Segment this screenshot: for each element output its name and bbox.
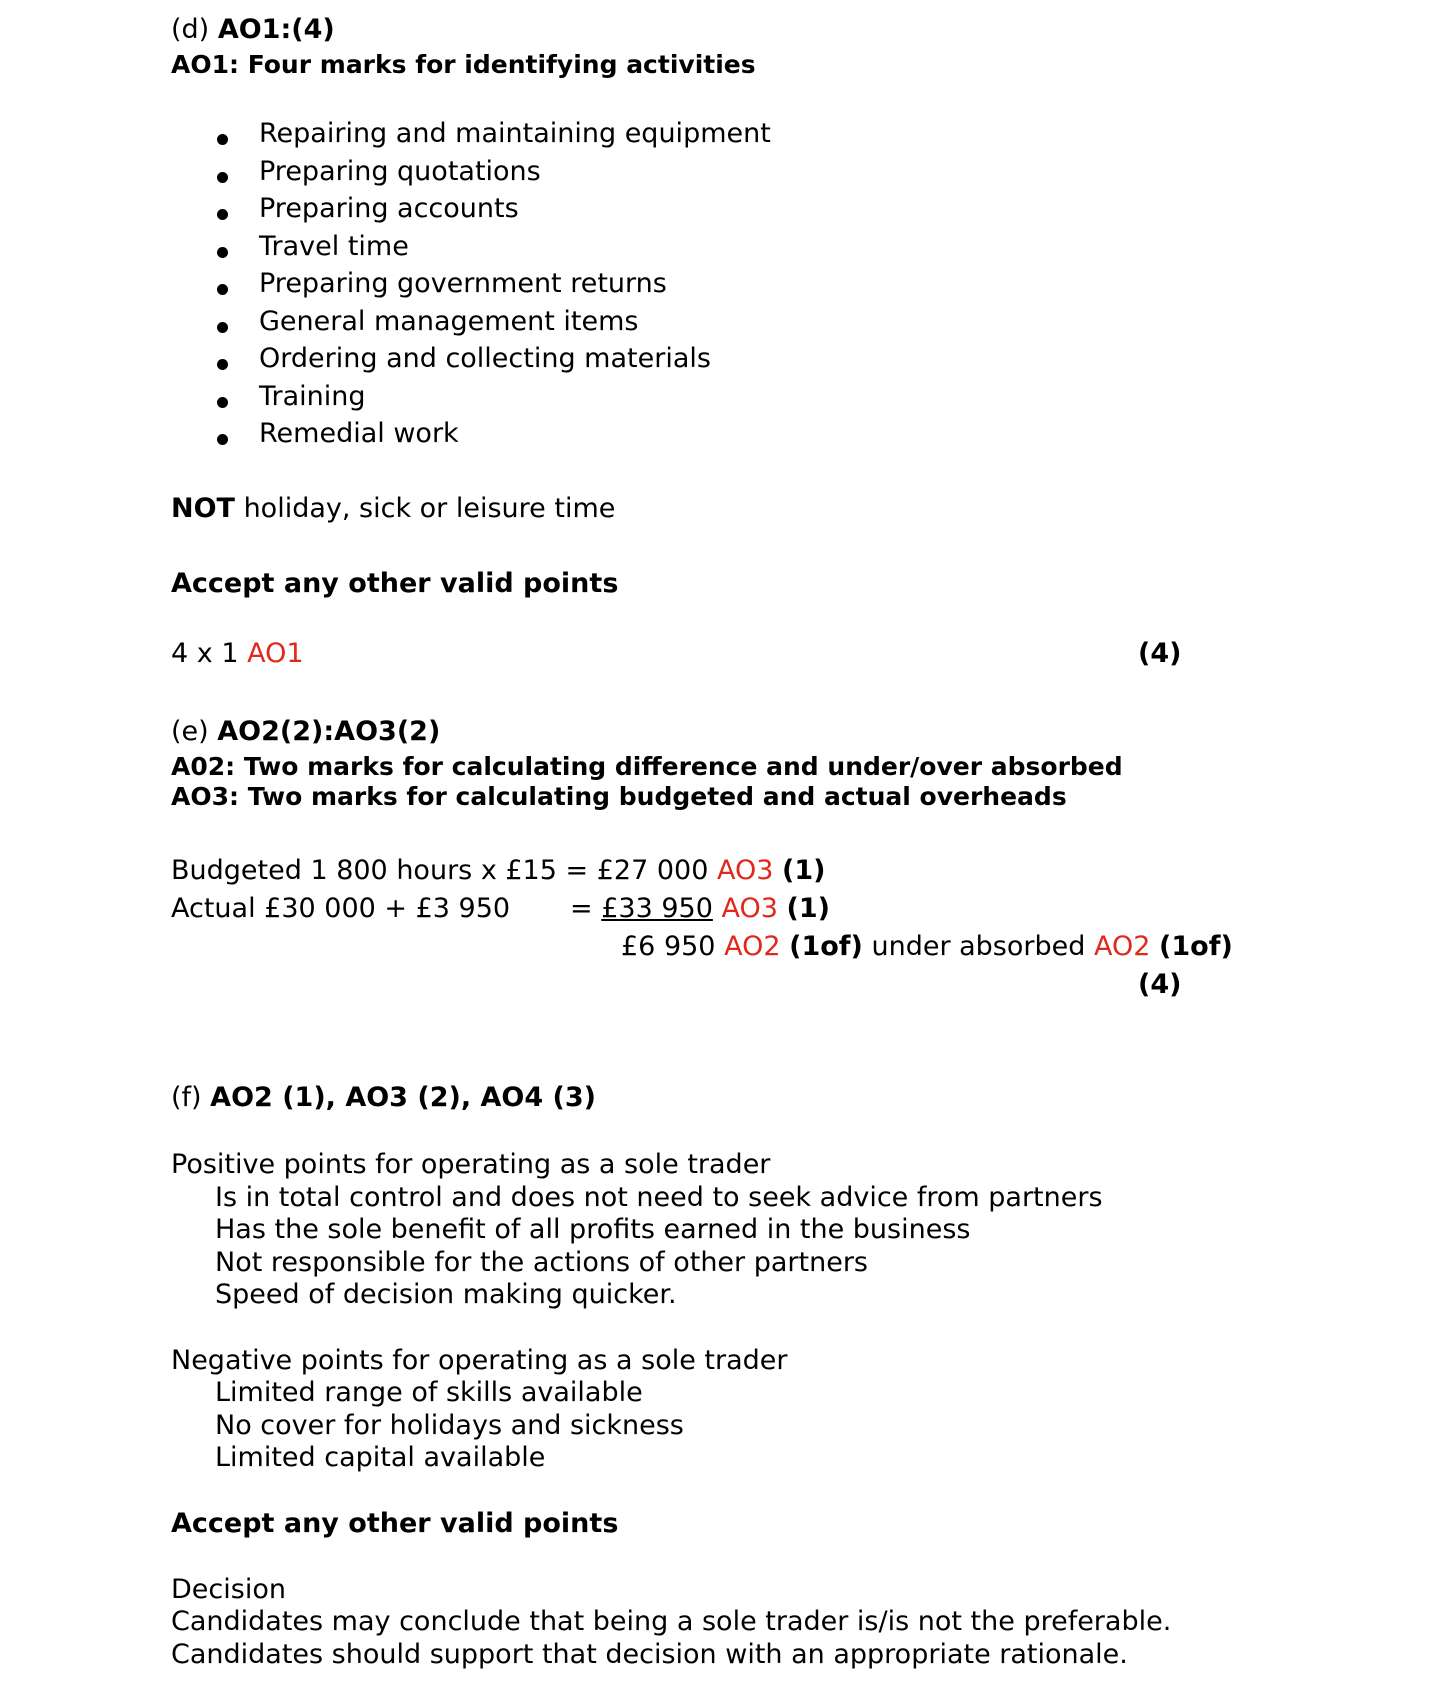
bullet-icon: [217, 247, 228, 258]
list-item: Ordering and collecting materials: [259, 343, 711, 374]
section-d-marks: [171, 638, 304, 669]
calc-ao: AO2: [724, 931, 781, 962]
calc-value: £27 000: [596, 855, 709, 886]
list-item: Preparing accounts: [259, 193, 519, 224]
list-item: Travel time: [259, 231, 409, 262]
calc-row-text: Budgeted 1 800 hours x £15: [171, 855, 557, 886]
decision-label: Decision: [171, 1574, 286, 1605]
list-item: Preparing government returns: [259, 268, 667, 299]
list-item: No cover for holidays and sickness: [215, 1410, 684, 1441]
section-e-heading-2: AO3: Two marks for calculating budgeted and actual overheads: [171, 782, 1067, 811]
calc-value: 33 950: [618, 893, 713, 924]
not-statement: [171, 493, 615, 524]
bullet-icon: [217, 209, 228, 220]
bullet-icon: [217, 172, 228, 183]
section-d-heading: AO1: Four marks for identifying activities: [171, 50, 756, 79]
calc-mark: (1of): [1159, 931, 1233, 962]
decision-line-1: Candidates may conclude that being a sole trader is/is not the preferable.: [171, 1606, 1172, 1637]
calc-mark: (1): [786, 893, 830, 924]
list-item: Is in total control and does not need to seek advice from partners: [215, 1182, 1103, 1213]
decision-line-2: Candidates should support that decision with an appropriate rationale.: [171, 1639, 1128, 1670]
bullet-icon: [217, 397, 228, 408]
list-item: Limited range of skills available: [215, 1377, 643, 1408]
pound-sign: £: [601, 893, 619, 924]
section-e-ao: AO2(2):AO3(2): [217, 716, 441, 747]
positive-heading: Positive points for operating as a sole trader: [171, 1149, 771, 1180]
calc-value: £6 950: [621, 931, 716, 962]
calc-ao: AO3: [721, 893, 778, 924]
section-f-label: (f): [171, 1082, 202, 1113]
section-f-title: [171, 1082, 596, 1113]
bullet-icon: [217, 284, 228, 295]
list-item: Has the sole benefit of all profits earned in the business: [215, 1214, 971, 1245]
section-e-title: [171, 716, 440, 747]
bullet-icon: [217, 134, 228, 145]
section-f-ao: AO2 (1), AO3 (2), AO4 (3): [210, 1082, 596, 1113]
bullet-icon: [217, 359, 228, 370]
calc-row-difference: [621, 931, 1233, 962]
equals-sign: =: [565, 855, 589, 886]
calc-row-text: under absorbed: [871, 931, 1086, 962]
calc-ao: AO2: [1093, 931, 1151, 962]
section-e-total: (4): [1138, 969, 1182, 1000]
section-d-label: (d): [171, 14, 210, 45]
calc-row-actual-text: Actual £30 000 + £3 950: [171, 893, 511, 924]
section-d-title: [171, 14, 335, 45]
bullet-icon: [217, 434, 228, 445]
list-item: Training: [259, 381, 366, 412]
section-e-label: (e): [171, 716, 209, 747]
calc-mark: (1of): [789, 931, 863, 962]
list-item: Speed of decision making quicker.: [215, 1279, 677, 1310]
list-item: Limited capital available: [215, 1442, 546, 1473]
calc-row-budgeted: [171, 855, 825, 886]
section-d-total: (4): [1138, 638, 1182, 669]
list-item: Preparing quotations: [259, 156, 541, 187]
calc-value-underlined: [601, 893, 713, 924]
bullet-icon: [217, 322, 228, 333]
marks-prefix: 4 x 1: [171, 638, 239, 669]
marks-ao: AO1: [247, 638, 304, 669]
not-text: holiday, sick or leisure time: [243, 493, 616, 524]
section-f-accept: Accept any other valid points: [171, 1508, 619, 1539]
list-item: General management items: [259, 306, 639, 337]
list-item: Remedial work: [259, 418, 459, 449]
section-d-ao: AO1:(4): [217, 14, 335, 45]
list-item: Repairing and maintaining equipment: [259, 118, 771, 149]
not-keyword: NOT: [171, 493, 235, 524]
calc-mark: (1): [782, 855, 826, 886]
calc-ao: AO3: [716, 855, 774, 886]
equals-sign: =: [570, 893, 593, 924]
calc-row-actual: [570, 893, 830, 924]
list-item: Not responsible for the actions of other partners: [215, 1247, 868, 1278]
negative-heading: Negative points for operating as a sole trader: [171, 1345, 788, 1376]
section-d-accept: Accept any other valid points: [171, 568, 619, 599]
section-e-heading-1: A02: Two marks for calculating difference and under/over absorbed: [171, 752, 1123, 781]
